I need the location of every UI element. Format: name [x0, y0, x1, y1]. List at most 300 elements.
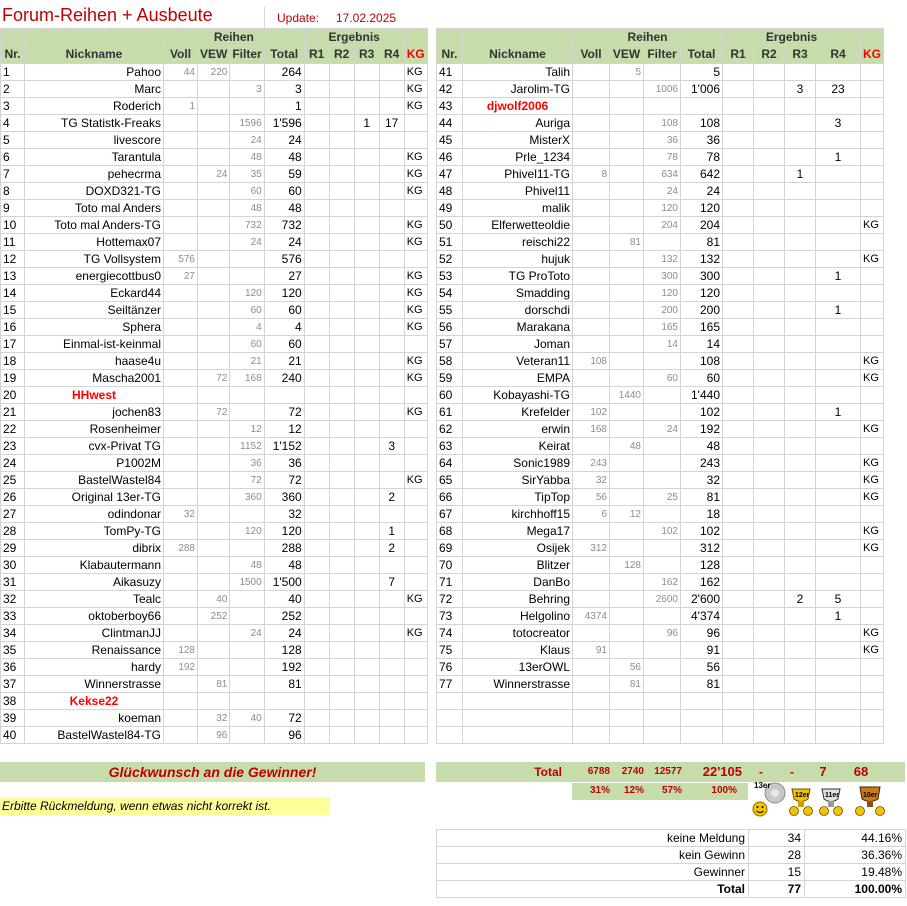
- cell-r1: [304, 472, 329, 489]
- cell-voll: [573, 693, 610, 710]
- cell-filter: [644, 642, 681, 659]
- cell-voll: [164, 710, 198, 727]
- cell-r3: [354, 506, 379, 523]
- cell-voll: [164, 523, 198, 540]
- table-row: [1, 81, 428, 98]
- cell-r4: [379, 183, 404, 200]
- pct-filter: 57%: [661, 785, 682, 796]
- cell-r3: [354, 540, 379, 557]
- cell-kg: [861, 404, 884, 421]
- table-row: [1, 387, 428, 404]
- table-row: [437, 132, 884, 149]
- reihen-header: Reihen: [573, 29, 723, 46]
- cell-nr: 43: [437, 98, 463, 115]
- table-row: [1, 540, 428, 557]
- cell-nr: 42: [437, 81, 463, 98]
- cell-kg: [404, 574, 427, 591]
- cell-vew: [198, 149, 230, 166]
- cell-r2: [329, 302, 354, 319]
- cell-r3: [785, 404, 816, 421]
- cell-nr: 2: [1, 81, 25, 98]
- cell-kg: [861, 200, 884, 217]
- cell-nick: Rosenheimer: [25, 421, 164, 438]
- cell-vew: [198, 132, 230, 149]
- cell-nick: jochen83: [25, 404, 164, 421]
- cell-nick: Toto mal Anders: [25, 200, 164, 217]
- cell-r1: [723, 132, 754, 149]
- cell-filter: [230, 591, 264, 608]
- cell-filter: 21: [230, 353, 264, 370]
- cell-nick: Jarolim-TG: [463, 81, 573, 98]
- cell-voll: [164, 387, 198, 404]
- cell-total: 1: [264, 98, 304, 115]
- table-row: [437, 149, 884, 166]
- cell-kg: KG: [404, 268, 427, 285]
- summary-label: Total: [437, 881, 749, 898]
- cell-r4: [816, 693, 861, 710]
- cell-vew: 48: [610, 438, 644, 455]
- cell-kg: [404, 438, 427, 455]
- summary-count: 34: [749, 830, 805, 847]
- cell-voll: [164, 676, 198, 693]
- cell-r4: [816, 472, 861, 489]
- cell-voll: [573, 336, 610, 353]
- table-row: [1, 370, 428, 387]
- cell-nick: malik: [463, 200, 573, 217]
- cell-r3: [785, 710, 816, 727]
- cell-nick: Kobayashi-TG: [463, 387, 573, 404]
- cell-total: 128: [681, 557, 723, 574]
- cell-nick: TipTop: [463, 489, 573, 506]
- cell-filter: 634: [644, 166, 681, 183]
- cell-nick: P1002M: [25, 455, 164, 472]
- cell-nr: 11: [1, 234, 25, 251]
- cell-r1: [304, 421, 329, 438]
- cell-kg: [404, 710, 427, 727]
- cell-r3: [354, 98, 379, 115]
- cell-r1: [304, 438, 329, 455]
- cell-total: 642: [681, 166, 723, 183]
- cell-total: 252: [264, 608, 304, 625]
- cell-filter: [230, 506, 264, 523]
- cell-total: 1'596: [264, 115, 304, 132]
- cell-r3: [354, 370, 379, 387]
- cell-r4: [816, 540, 861, 557]
- cell-total: 24: [264, 234, 304, 251]
- cell-nr: 8: [1, 183, 25, 200]
- cell-vew: [610, 149, 644, 166]
- cell-nr: 64: [437, 455, 463, 472]
- table-row: [1, 319, 428, 336]
- cell-r2: [329, 506, 354, 523]
- cell-r4: [379, 149, 404, 166]
- cell-r1: [304, 268, 329, 285]
- cell-voll: [164, 438, 198, 455]
- cell-nick: Renaissance: [25, 642, 164, 659]
- cell-filter: [230, 659, 264, 676]
- table-row: [437, 353, 884, 370]
- col-nickname: Nickname: [25, 46, 164, 64]
- cell-nr: 73: [437, 608, 463, 625]
- cell-kg: KG: [861, 472, 884, 489]
- cell-voll: 243: [573, 455, 610, 472]
- cell-filter: [644, 404, 681, 421]
- cell-nick: reischi22: [463, 234, 573, 251]
- cell-vew: [198, 336, 230, 353]
- cell-kg: [861, 302, 884, 319]
- table-row: [437, 489, 884, 506]
- update-date: 17.02.2025: [336, 11, 397, 25]
- cell-vew: 72: [198, 404, 230, 421]
- cell-r1: [723, 421, 754, 438]
- cell-total: [681, 98, 723, 115]
- cell-total: 264: [264, 64, 304, 81]
- cell-filter: [230, 693, 264, 710]
- cell-kg: KG: [861, 523, 884, 540]
- cell-vew: [610, 132, 644, 149]
- cell-r4: 2: [379, 489, 404, 506]
- cell-nr: 15: [1, 302, 25, 319]
- table-row: [1, 438, 428, 455]
- cell-filter: 60: [230, 183, 264, 200]
- cell-voll: [573, 217, 610, 234]
- cell-nick: Tealc: [25, 591, 164, 608]
- cell-r4: [379, 455, 404, 472]
- cell-r3: [785, 319, 816, 336]
- cell-r4: [816, 370, 861, 387]
- cell-voll: [164, 166, 198, 183]
- cell-vew: [198, 183, 230, 200]
- col-r1: R1: [304, 46, 329, 64]
- cell-r4: [816, 557, 861, 574]
- pct-vew: 12%: [623, 785, 644, 796]
- cell-voll: [573, 319, 610, 336]
- table-row: [1, 608, 428, 625]
- cell-r4: [379, 302, 404, 319]
- table-row: [1, 302, 428, 319]
- cell-nick: ClintmanJJ: [25, 625, 164, 642]
- cell-vew: [610, 336, 644, 353]
- table-row: [437, 115, 884, 132]
- cell-r4: 7: [379, 574, 404, 591]
- cell-nr: 56: [437, 319, 463, 336]
- cell-r2: [754, 251, 785, 268]
- cell-r3: [785, 234, 816, 251]
- trophy-13er-icon: [753, 781, 785, 816]
- cell-voll: [573, 727, 610, 744]
- cell-r3: [785, 64, 816, 81]
- cell-r4: 1: [379, 523, 404, 540]
- cell-nick: haase4u: [25, 353, 164, 370]
- cell-r3: [354, 251, 379, 268]
- cell-r4: [379, 336, 404, 353]
- cell-nr: 59: [437, 370, 463, 387]
- cell-nr: 31: [1, 574, 25, 591]
- cell-vew: [610, 540, 644, 557]
- cell-voll: [164, 455, 198, 472]
- cell-nick: Klaus: [463, 642, 573, 659]
- cell-nr: 38: [1, 693, 25, 710]
- cell-r2: [754, 421, 785, 438]
- cell-voll: [573, 285, 610, 302]
- cell-r1: [723, 183, 754, 200]
- trophy-11er-icon: [820, 789, 843, 816]
- cell-total: 81: [681, 234, 723, 251]
- cell-vew: [610, 472, 644, 489]
- cell-r3: [354, 625, 379, 642]
- cell-total: 60: [264, 183, 304, 200]
- cell-r4: [816, 217, 861, 234]
- cell-r4: 5: [816, 591, 861, 608]
- cell-nr: 5: [1, 132, 25, 149]
- cell-r1: [723, 608, 754, 625]
- cell-r3: [785, 727, 816, 744]
- cell-voll: [573, 251, 610, 268]
- table-row: [1, 421, 428, 438]
- cell-nick: Marakana: [463, 319, 573, 336]
- cell-vew: [610, 523, 644, 540]
- cell-r4: [816, 659, 861, 676]
- cell-total: 132: [681, 251, 723, 268]
- cell-filter: 120: [230, 285, 264, 302]
- cell-voll: [164, 404, 198, 421]
- cell-r3: [785, 387, 816, 404]
- cell-kg: KG: [861, 217, 884, 234]
- cell-nick: [463, 727, 573, 744]
- cell-filter: [644, 557, 681, 574]
- cell-r2: [754, 472, 785, 489]
- cell-voll: [164, 115, 198, 132]
- cell-total: 3: [264, 81, 304, 98]
- cell-nick: erwin: [463, 421, 573, 438]
- cell-total: 40: [264, 591, 304, 608]
- cell-kg: [404, 132, 427, 149]
- cell-r2: [754, 404, 785, 421]
- cell-nr: 45: [437, 132, 463, 149]
- cell-voll: [164, 183, 198, 200]
- total-voll: 6788: [587, 766, 610, 777]
- table-row: [1, 693, 428, 710]
- cell-r4: [379, 268, 404, 285]
- cell-filter: 2600: [644, 591, 681, 608]
- cell-filter: [230, 64, 264, 81]
- cell-nr: 4: [1, 115, 25, 132]
- cell-nr: 66: [437, 489, 463, 506]
- cell-total: 91: [681, 642, 723, 659]
- cell-kg: KG: [861, 251, 884, 268]
- cell-r4: [379, 319, 404, 336]
- cell-nick: Mascha2001: [25, 370, 164, 387]
- cell-r2: [754, 81, 785, 98]
- cell-kg: [861, 506, 884, 523]
- cell-voll: [164, 557, 198, 574]
- cell-filter: 24: [230, 132, 264, 149]
- cell-nr: 50: [437, 217, 463, 234]
- cell-filter: 78: [644, 149, 681, 166]
- cell-r4: 3: [379, 438, 404, 455]
- cell-voll: [164, 132, 198, 149]
- trophy-label-13: 13er: [754, 781, 771, 790]
- table-row: [437, 319, 884, 336]
- cell-kg: KG: [861, 421, 884, 438]
- cell-r3: [785, 506, 816, 523]
- cell-nick: Kekse22: [25, 693, 164, 710]
- cell-r4: [379, 387, 404, 404]
- cell-nick: odindonar: [25, 506, 164, 523]
- cell-voll: [164, 302, 198, 319]
- cell-nick: [463, 710, 573, 727]
- cell-r4: [816, 234, 861, 251]
- cell-r1: [723, 455, 754, 472]
- cell-nr: 58: [437, 353, 463, 370]
- cell-vew: [610, 285, 644, 302]
- cell-vew: 32: [198, 710, 230, 727]
- cell-nick: Klabautermann: [25, 557, 164, 574]
- cell-vew: 81: [610, 676, 644, 693]
- cell-total: 192: [681, 421, 723, 438]
- cell-vew: 220: [198, 64, 230, 81]
- cell-nick: DanBo: [463, 574, 573, 591]
- cell-r1: [304, 234, 329, 251]
- cell-nick: Eckard44: [25, 285, 164, 302]
- table-row: [1, 234, 428, 251]
- col-r2: R2: [329, 46, 354, 64]
- cell-total: 5: [681, 64, 723, 81]
- cell-vew: [198, 251, 230, 268]
- cell-total: 36: [264, 455, 304, 472]
- cell-vew: [198, 659, 230, 676]
- cell-r3: [354, 336, 379, 353]
- table-row: [437, 81, 884, 98]
- cell-r2: [754, 183, 785, 200]
- table-row: [1, 268, 428, 285]
- cell-r4: [379, 693, 404, 710]
- table-row: [437, 540, 884, 557]
- table-row: [437, 506, 884, 523]
- cell-nick: Pahoo: [25, 64, 164, 81]
- cell-kg: KG: [404, 370, 427, 387]
- cell-kg: [404, 540, 427, 557]
- table-row: [1, 285, 428, 302]
- cell-nick: Marc: [25, 81, 164, 98]
- cell-filter: [644, 693, 681, 710]
- cell-kg: KG: [861, 353, 884, 370]
- cell-r3: [785, 370, 816, 387]
- cell-voll: [164, 336, 198, 353]
- cell-r3: 3: [785, 81, 816, 98]
- cell-r2: [329, 574, 354, 591]
- cell-r2: [329, 353, 354, 370]
- cell-vew: [610, 693, 644, 710]
- summary-pct: 19.48%: [805, 864, 906, 881]
- cell-filter: 48: [230, 149, 264, 166]
- cell-r3: [785, 183, 816, 200]
- cell-r3: [785, 285, 816, 302]
- cell-total: 72: [264, 472, 304, 489]
- cell-r4: [816, 421, 861, 438]
- cell-r3: [785, 625, 816, 642]
- table-row: [437, 557, 884, 574]
- cell-r4: [379, 506, 404, 523]
- cell-r3: [354, 353, 379, 370]
- cell-voll: [164, 693, 198, 710]
- cell-vew: [198, 506, 230, 523]
- cell-nr: 32: [1, 591, 25, 608]
- cell-filter: 24: [644, 183, 681, 200]
- cell-vew: [610, 455, 644, 472]
- cell-r1: [304, 727, 329, 744]
- cell-total: 204: [681, 217, 723, 234]
- col-voll: Voll: [573, 46, 610, 64]
- cell-r3: [354, 693, 379, 710]
- cell-nr: 48: [437, 183, 463, 200]
- cell-r1: [304, 132, 329, 149]
- cell-filter: 24: [644, 421, 681, 438]
- cell-total: 48: [681, 438, 723, 455]
- cell-filter: 360: [230, 489, 264, 506]
- cell-total: 108: [681, 353, 723, 370]
- cell-nick: koeman: [25, 710, 164, 727]
- col-nickname: Nickname: [463, 46, 573, 64]
- cell-nick: oktoberboy66: [25, 608, 164, 625]
- pct-total: 100%: [711, 785, 737, 796]
- cell-kg: KG: [404, 64, 427, 81]
- cell-voll: 4374: [573, 608, 610, 625]
- cell-nick: Phivel11-TG: [463, 166, 573, 183]
- cell-kg: [861, 676, 884, 693]
- cell-total: 102: [681, 523, 723, 540]
- cell-kg: [861, 132, 884, 149]
- cell-r2: [754, 489, 785, 506]
- cell-r1: [723, 166, 754, 183]
- cell-r3: 1: [785, 166, 816, 183]
- cell-total: 78: [681, 149, 723, 166]
- cell-vew: [198, 268, 230, 285]
- cell-r2: [329, 336, 354, 353]
- cell-kg: [404, 387, 427, 404]
- cell-r3: [354, 404, 379, 421]
- cell-total: 56: [681, 659, 723, 676]
- cell-kg: [404, 727, 427, 744]
- summary-row: [437, 864, 906, 881]
- cell-filter: 132: [644, 251, 681, 268]
- cell-r3: [785, 438, 816, 455]
- cell-voll: 1: [164, 98, 198, 115]
- table-row: [1, 625, 428, 642]
- cell-r3: [785, 132, 816, 149]
- cell-nick: Phivel11: [463, 183, 573, 200]
- cell-r2: [329, 217, 354, 234]
- cell-nick: Seiltänzer: [25, 302, 164, 319]
- cell-filter: [230, 608, 264, 625]
- cell-vew: [610, 404, 644, 421]
- cell-filter: 36: [230, 455, 264, 472]
- cell-nick: Toto mal Anders-TG: [25, 217, 164, 234]
- table-row: [1, 404, 428, 421]
- cell-r3: [354, 489, 379, 506]
- cell-r4: [816, 183, 861, 200]
- cell-r3: [354, 676, 379, 693]
- cell-r3: [354, 642, 379, 659]
- cell-nick: kirchhoff15: [463, 506, 573, 523]
- cell-kg: [861, 285, 884, 302]
- table-row: [437, 421, 884, 438]
- cell-voll: [164, 200, 198, 217]
- cell-nick: Behring: [463, 591, 573, 608]
- cell-nr: 67: [437, 506, 463, 523]
- cell-filter: [230, 251, 264, 268]
- cell-vew: [610, 302, 644, 319]
